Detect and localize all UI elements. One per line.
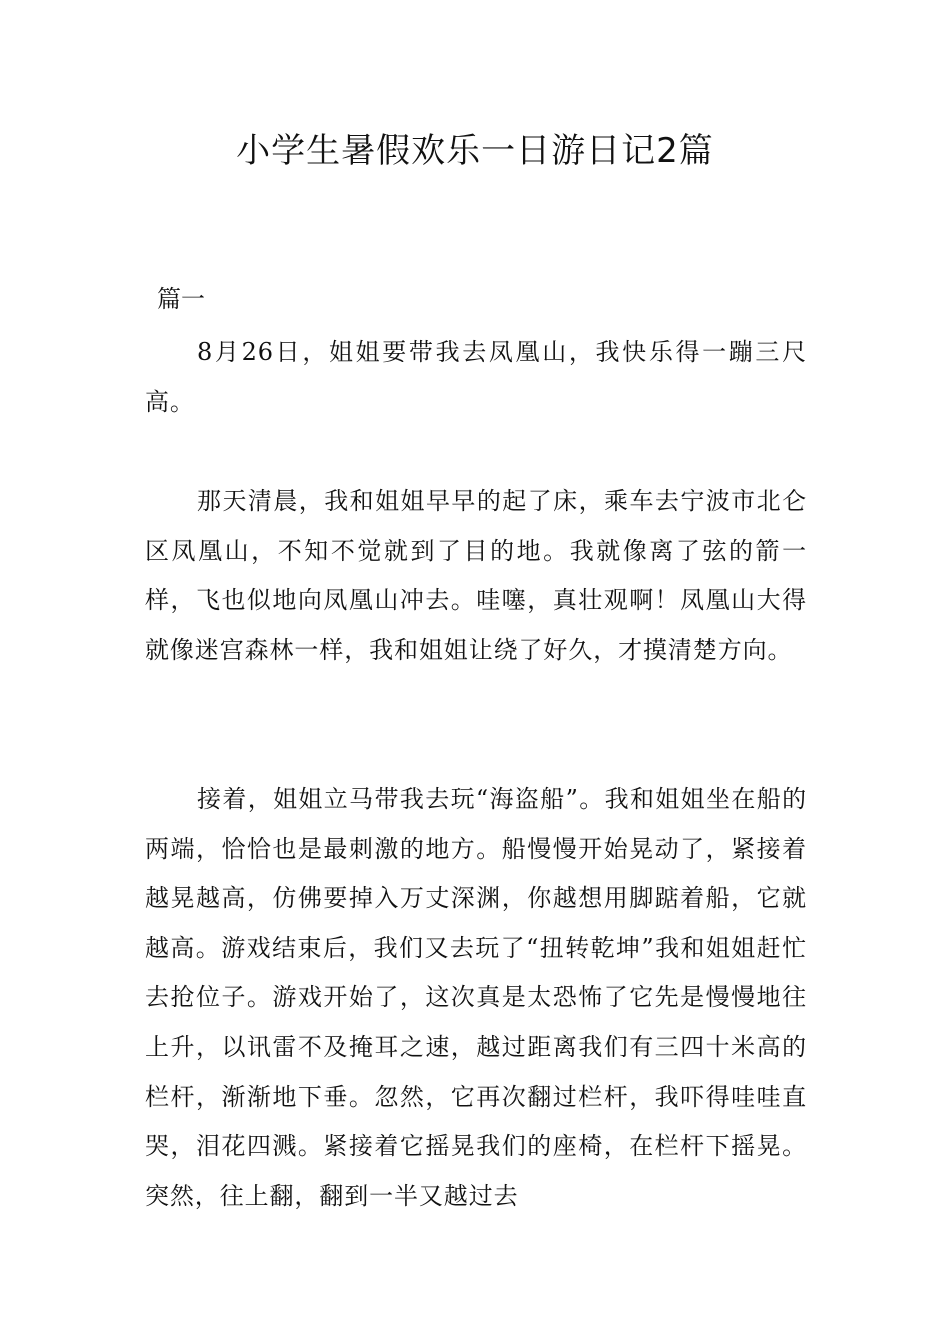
paragraph-2: 那天清晨，我和姐姐早早的起了床，乘车去宁波市北仑区凤凰山，不知不觉就到了目的地。我就像离了弦的箭一样，飞也似地向凤凰山冲去。哇噻，真壮观啊！凤凰山大得就像迷宫森林一样，我和姐姐让绕了好久，才摸清楚方向。 [145, 487, 807, 664]
paragraph-1: 8月26日，姐姐要带我去凤凰山，我快乐得一蹦三尺高。 [145, 338, 807, 416]
paragraph-3: 接着，姐姐立马带我去玩“海盗船”。我和姐姐坐在船的两端，恰恰也是最刺激的地方。船慢慢开始晃动了，紧接着越晃越高，仿佛要掉入万丈深渊，你越想用脚踮着船，它就越高。游戏结束后，我们又去玩了“扭转乾坤”我和姐姐赶忙去抢位子。游戏开始了，这次真是太恐怖了它先是慢慢地往上升，以讯雷不及掩耳之速，越过距离我们有三四十米高的栏杆，渐渐地下垂。忽然，它再次翻过栏杆，我吓得哇哇直哭，泪花四溅。紧接着它摇晃我们的座椅，在栏杆下摇晃。突然，往上翻，翻到一半又越过去 [145, 785, 807, 1210]
document-title: 小学生暑假欢乐一日游日记2篇 [236, 131, 714, 171]
section-label: 篇一 [157, 285, 205, 313]
